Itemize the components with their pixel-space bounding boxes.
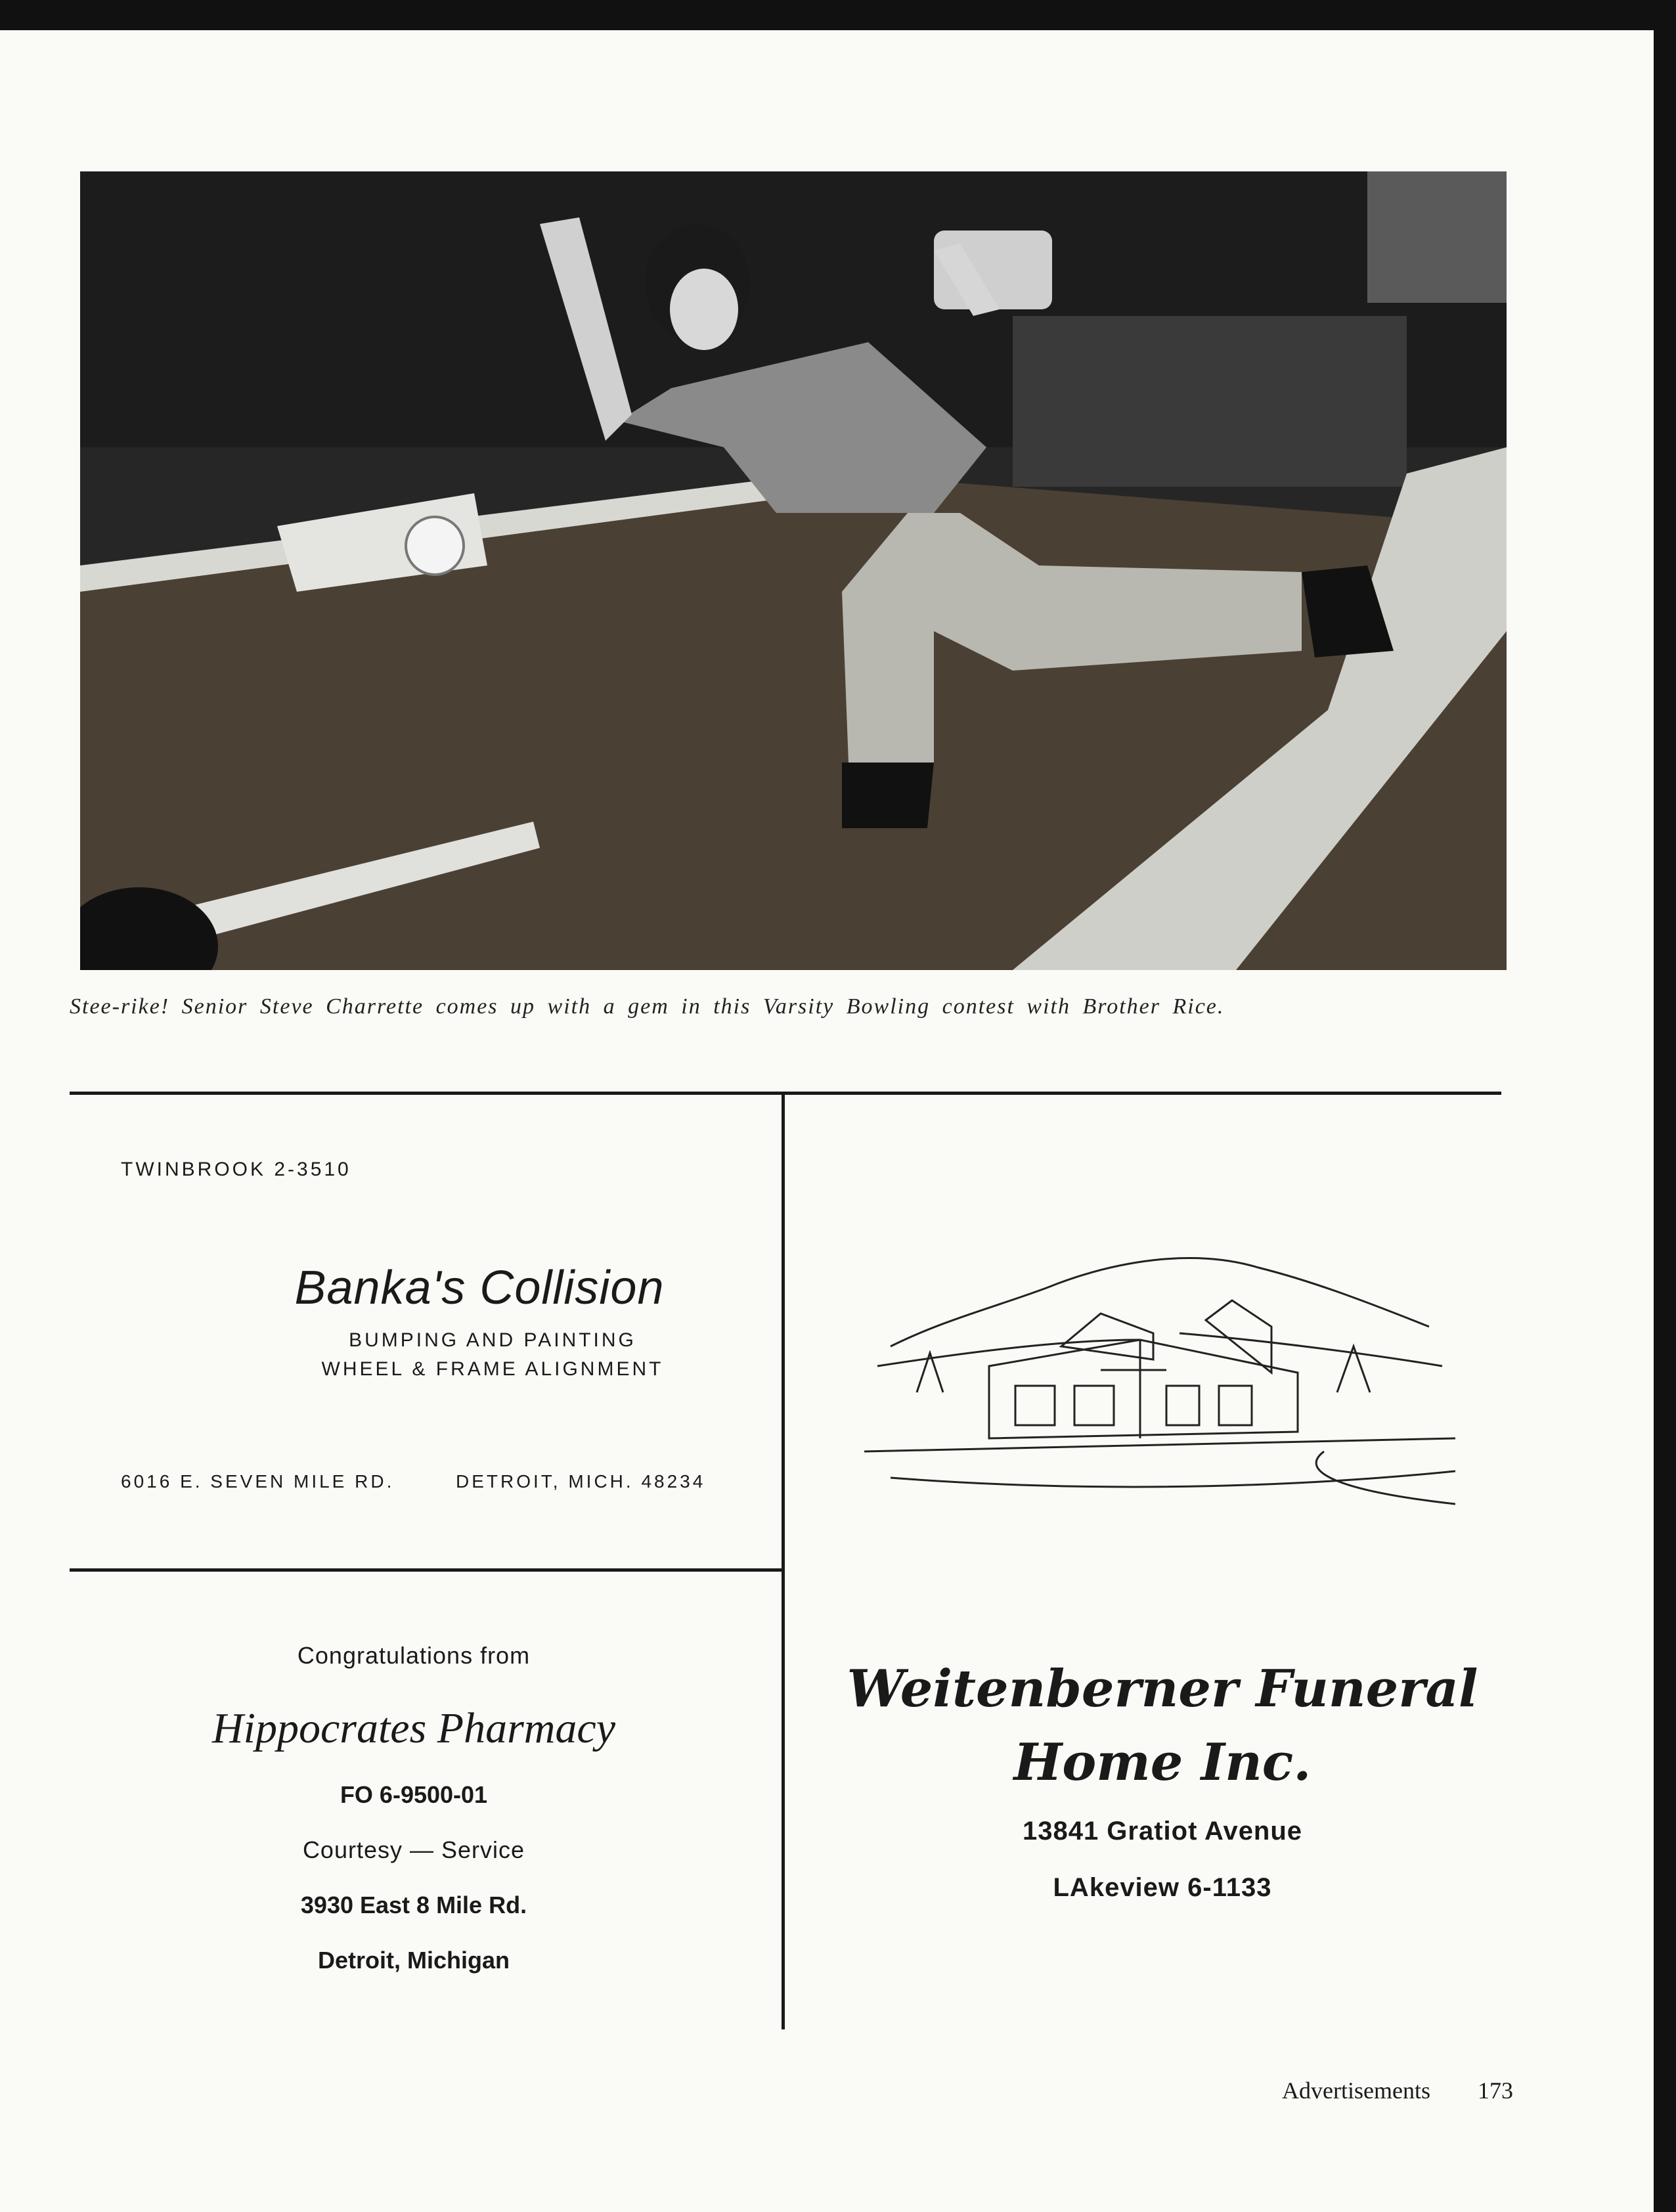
pharmacy-name: Hippocrates Pharmacy — [211, 1704, 616, 1752]
funeral-home-name-line-1: Weitenberner Funeral — [847, 1659, 1478, 1719]
funeral-home-drawing — [864, 1241, 1455, 1517]
footer-section-title: Advertisements — [1282, 2077, 1430, 2104]
section-top-rule — [70, 1092, 1501, 1095]
pharmacy-congrats: Congratulations from — [297, 1642, 531, 1669]
pharmacy-services: Courtesy — Service — [302, 1836, 525, 1863]
scan-right-border — [1654, 0, 1676, 2212]
photo-caption: Stee-rike! Senior Steve Charrette comes up with a gem in this Varsity Bowling contest with Brother Rice. — [70, 994, 1225, 1019]
banka-city: DETROIT, MICH. 48234 — [456, 1471, 706, 1492]
banka-service-line-2: WHEEL & FRAME ALIGNMENT — [321, 1358, 664, 1380]
banka-address: 6016 E. SEVEN MILE RD. — [121, 1471, 395, 1492]
pharmacy-street: 3930 East 8 Mile Rd. — [300, 1891, 527, 1918]
funeral-home-name-line-2: Home Inc. — [1013, 1733, 1312, 1792]
bowling-photo-icon — [80, 171, 1507, 970]
funeral-home-phone: LAkeview 6-1133 — [1053, 1873, 1272, 1902]
pharmacy-city: Detroit, Michigan — [317, 1947, 510, 1974]
funeral-home-name — [814, 1652, 1511, 1800]
funeral-home-building-icon — [864, 1241, 1455, 1517]
funeral-home-street: 13841 Gratiot Avenue — [1022, 1817, 1303, 1846]
scan-top-border — [0, 0, 1676, 30]
bowling-photo — [80, 171, 1507, 970]
banka-phone: TWINBROOK 2-3510 — [121, 1159, 351, 1180]
vertical-divider — [782, 1092, 785, 2029]
footer-page-number: 173 — [1478, 2077, 1513, 2104]
banka-name: Banka's Collision — [294, 1262, 665, 1314]
left-middle-rule — [70, 1568, 783, 1572]
banka-service-line-1: BUMPING AND PAINTING — [349, 1329, 636, 1351]
pharmacy-phone: FO 6-9500-01 — [340, 1781, 488, 1808]
